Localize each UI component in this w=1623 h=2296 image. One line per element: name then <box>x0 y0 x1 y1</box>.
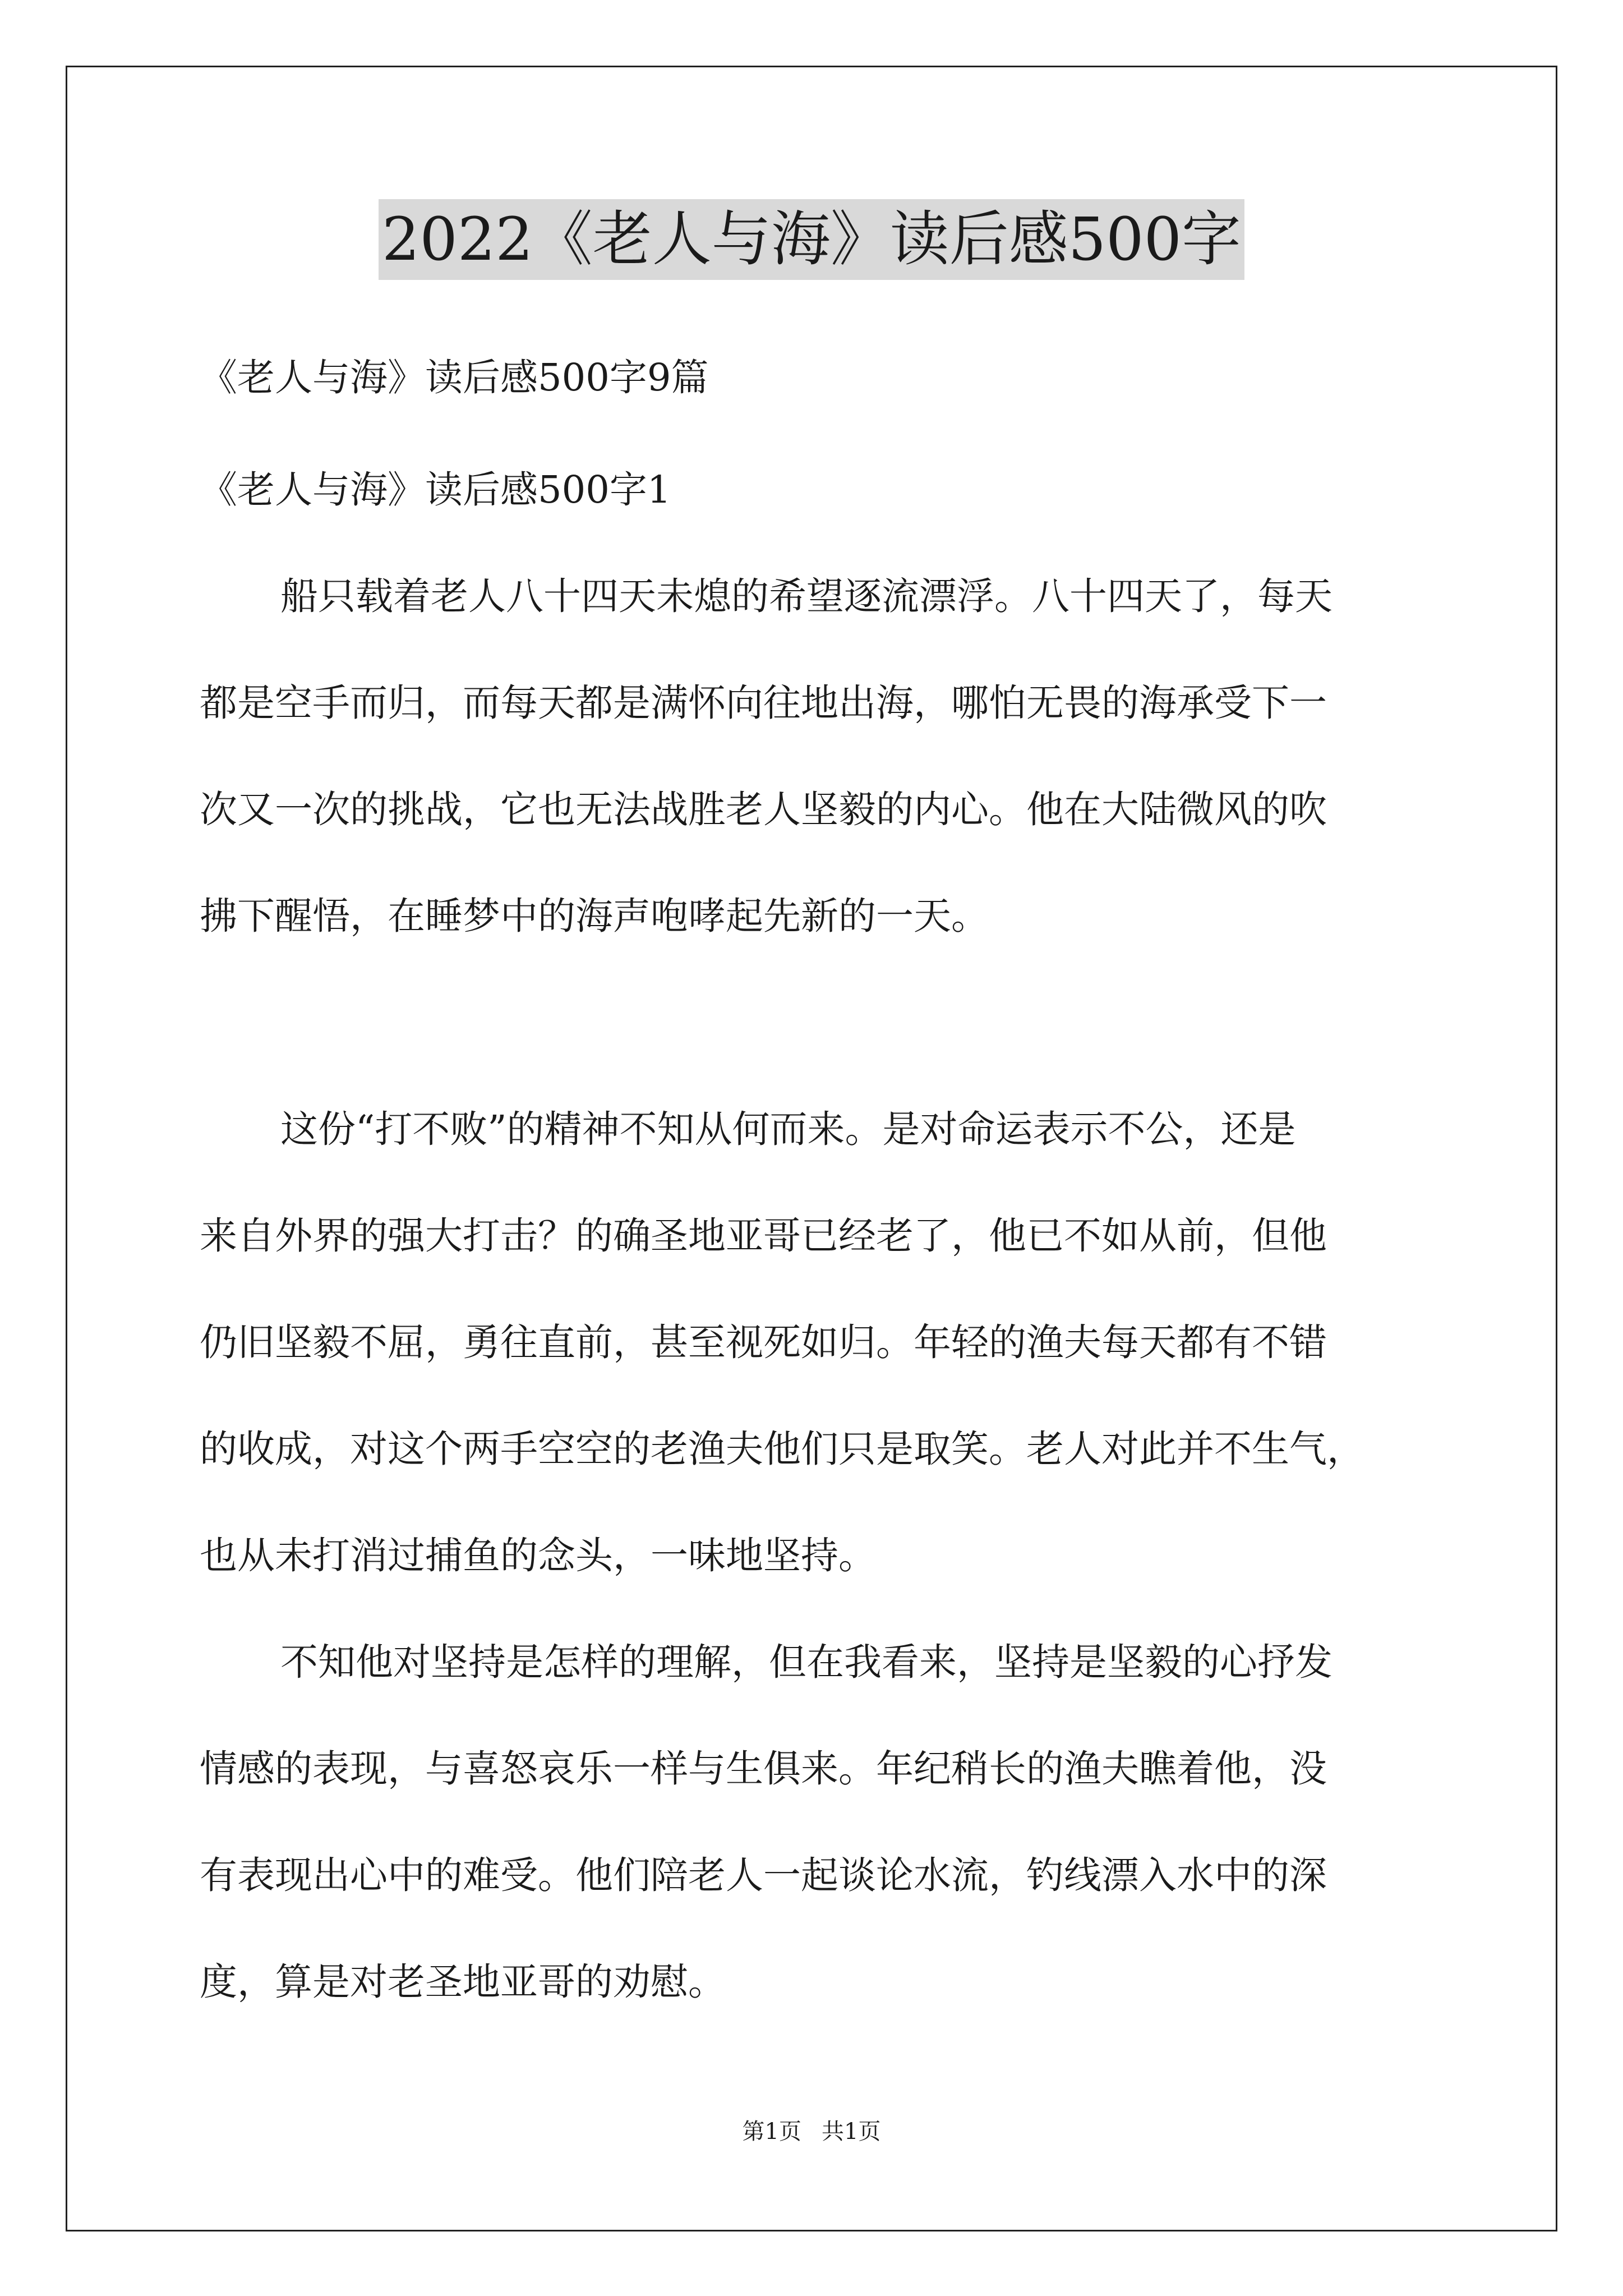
paragraph-3-line-3: 有表现出心中的难受。他们陪老人一起谈论水流，钓线漂入水中的深 <box>200 1853 1327 1897</box>
paragraph-2-line-4: 的收成，对这个两手空空的老渔夫他们只是取笑。老人对此并不生气， <box>200 1427 1364 1471</box>
paragraph-3-line-1: 不知他对坚持是怎样的理解，但在我看来，坚持是坚毅的心抒发 <box>280 1640 1332 1684</box>
paragraph-2-line-2: 来自外界的强大打击？的确圣地亚哥已经老了，他已不如从前，但他 <box>200 1214 1327 1258</box>
paragraph-3-line-4: 度，算是对老圣地亚哥的劝慰。 <box>200 1960 726 2004</box>
paragraph-2-line-5: 也从未打消过捕鱼的念头，一味地坚持。 <box>200 1534 876 1577</box>
page-footer <box>0 2118 1623 2146</box>
paragraph-1-line-1: 船只载着老人八十四天未熄的希望逐流漂浮。八十四天了，每天 <box>280 574 1332 618</box>
document-title: 2022《老人与海》读后感500字 <box>379 199 1244 280</box>
page-number: 第1页 <box>742 2119 801 2145</box>
page-total: 共1页 <box>822 2119 881 2145</box>
paragraph-1-line-3: 次又一次的挑战，它也无法战胜老人坚毅的内心。他在大陆微风的吹 <box>200 788 1327 831</box>
paragraph-2-line-1: 这份“打不败”的精神不知从何而来。是对命运表示不公，还是 <box>280 1107 1296 1151</box>
section-heading: 《老人与海》读后感500字1 <box>200 468 671 512</box>
title-container <box>0 199 1623 280</box>
paragraph-2-line-3: 仍旧坚毅不屈，勇往直前，甚至视死如归。年轻的渔夫每天都有不错 <box>200 1320 1327 1364</box>
paragraph-1-line-2: 都是空手而归，而每天都是满怀向往地出海，哪怕无畏的海承受下一 <box>200 681 1327 725</box>
subtitle: 《老人与海》读后感500字9篇 <box>200 356 709 399</box>
paragraph-1-line-4: 拂下醒悟，在睡梦中的海声咆哮起先新的一天。 <box>200 894 989 938</box>
paragraph-3-line-2: 情感的表现，与喜怒哀乐一样与生俱来。年纪稍长的渔夫瞧着他，没 <box>200 1747 1327 1791</box>
